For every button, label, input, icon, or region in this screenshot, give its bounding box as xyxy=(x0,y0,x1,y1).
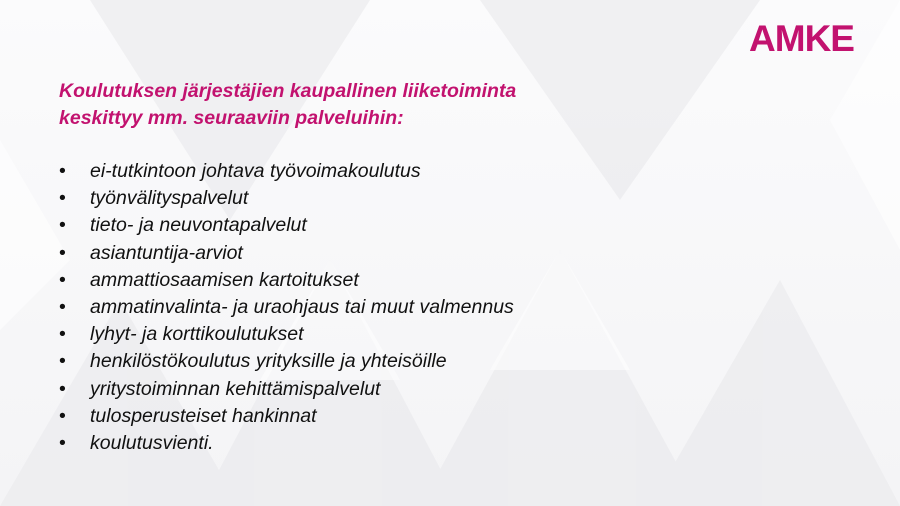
list-item: • yritystoiminnan kehittämispalvelut xyxy=(59,376,514,403)
list-item: • tulosperusteiset hankinnat xyxy=(59,403,514,430)
list-item: • ammatinvalinta- ja uraohjaus tai muut valmennus xyxy=(59,294,514,321)
list-item: • ei-tutkintoon johtava työvoimakoulutus xyxy=(59,158,514,185)
list-item: • ammattiosaamisen kartoitukset xyxy=(59,267,514,294)
list-item: • henkilöstökoulutus yrityksille ja yhteisöille xyxy=(59,348,514,375)
heading-line-1: Koulutuksen järjestäjien kaupallinen liiketoiminta xyxy=(59,80,517,102)
slide-heading xyxy=(59,78,619,132)
list-item: • tieto- ja neuvontapalvelut xyxy=(59,212,514,239)
list-item: • lyhyt- ja korttikoulutukset xyxy=(59,321,514,348)
service-list xyxy=(59,158,514,457)
amke-logo: AMKE xyxy=(749,18,854,59)
list-item: • työnvälityspalvelut xyxy=(59,185,514,212)
list-item: • koulutusvienti. xyxy=(59,430,514,457)
list-item: • asiantuntija-arviot xyxy=(59,240,514,267)
heading-line-2: keskittyy mm. seuraaviin palveluihin: xyxy=(59,107,404,129)
